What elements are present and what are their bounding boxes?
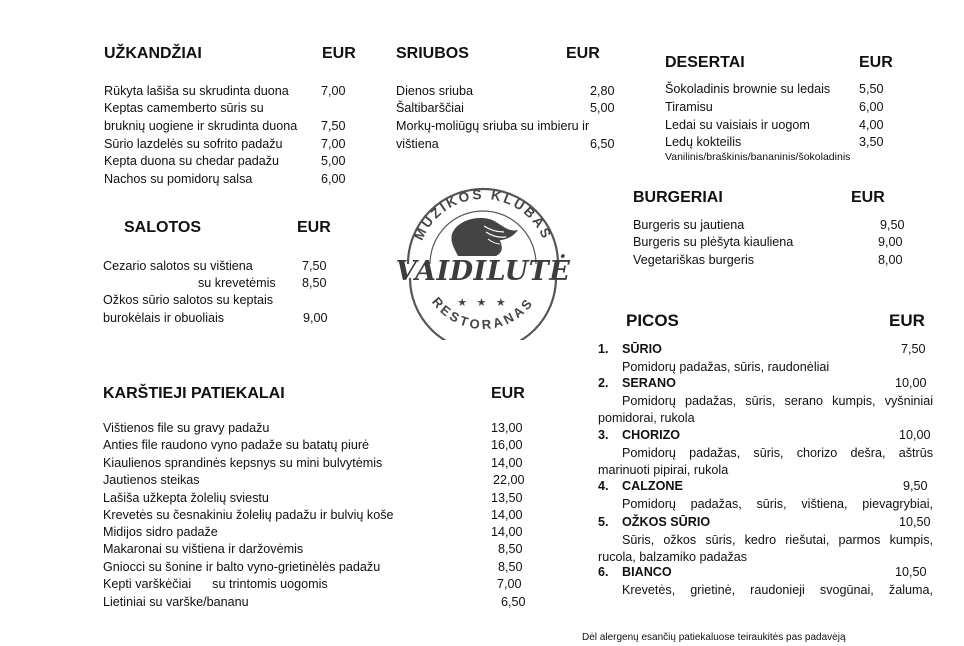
pizza-description: marinuoti pipirai, rukola (598, 463, 729, 477)
menu-item-name: Dienos sriuba (396, 84, 474, 98)
picos-currency: EUR (889, 311, 925, 330)
menu-item-name: Ledai su vaisiais ir uogom (665, 118, 810, 132)
pizza-name: CALZONE (622, 479, 683, 493)
menu-item-price: 5,00 (321, 154, 346, 168)
pizza-description: Pomidorų padažas, sūris, vištiena, pievagrybiai, (622, 496, 933, 511)
logo-top-text: MUZIKOS KLUBAS (411, 186, 555, 243)
pizza-name: OŽKOS SŪRIO (622, 515, 711, 529)
menu-item-price: 7,50 (302, 259, 327, 273)
menu-item-name: Krevetės su česnakiniu žolelių padažu ir bulvių koše (103, 508, 394, 522)
pizza-number: 5. (598, 515, 609, 529)
pizza-number: 4. (598, 479, 609, 493)
menu-item-name: Lašiša užkepta žolelių sviestu (103, 491, 269, 505)
menu-item-name: Burgeris su plėšyta kiauliena (633, 235, 794, 249)
burgeriai-title: BURGERIAI (633, 189, 723, 206)
menu-item-name: Šaltibarščiai (396, 101, 464, 115)
uzkandziai-currency: EUR (322, 45, 356, 62)
menu-item-price: 14,00 (491, 525, 523, 539)
menu-item-name: Ledų kokteilis (665, 135, 742, 149)
menu-item-name: Lietiniai su varške/bananu (103, 595, 249, 609)
menu-item-name: Sūrio lazdelės su sofrito padažu (104, 137, 283, 151)
menu-item-name: su krevetėmis (198, 276, 276, 290)
menu-item-price: 14,00 (491, 508, 523, 522)
salotos-title: SALOTOS (124, 219, 202, 236)
sriubos-currency: EUR (566, 45, 600, 62)
menu-item-price: 7,50 (321, 119, 346, 133)
menu-item-price: 8,50 (302, 276, 327, 290)
pizza-number: 2. (598, 376, 609, 390)
menu-item-price: 22,00 (493, 473, 525, 487)
menu-item-name: Keptas camemberto sūris su (104, 101, 264, 115)
pizza-price: 9,50 (903, 479, 928, 493)
desertai-title: DESERTAI (665, 54, 745, 71)
menu-item-name: Rūkyta lašiša su skrudinta duona (104, 84, 289, 98)
pizza-price: 7,50 (901, 342, 926, 356)
menu-item-price: 7,00 (321, 137, 346, 151)
menu-item-name: vištiena (396, 137, 439, 151)
pizza-number: 6. (598, 565, 609, 579)
menu-item-name: burokėlais ir obuoliais (103, 311, 225, 325)
menu-item-price: 13,00 (491, 421, 523, 435)
menu-item-price: 14,00 (491, 456, 523, 470)
logo-head-icon (451, 218, 518, 256)
menu-item-price: 8,50 (498, 560, 523, 574)
pizza-name: SŪRIO (622, 342, 662, 356)
pizza-price: 10,50 (899, 515, 931, 529)
menu-item-name: Cezario salotos su vištiena (103, 259, 253, 273)
pizza-description: rucola, balzamiko padažas (598, 550, 748, 564)
pizza-price: 10,00 (899, 428, 931, 442)
menu-item-name: Burgeris su jautiena (633, 218, 745, 232)
burgeriai-currency: EUR (851, 189, 885, 206)
menu-item-name: Gniocci su šonine ir balto vyno-grietinėlės padažu (103, 560, 381, 574)
pizza-name: BIANCO (622, 565, 672, 579)
menu-item-price: 16,00 (491, 438, 523, 452)
menu-item-name: Jautienos steikas (103, 473, 200, 487)
menu-item-name: Midijos sidro padaže (103, 525, 218, 539)
menu-item-price: 9,00 (878, 235, 903, 249)
menu-item-price: 5,50 (859, 82, 884, 96)
sriubos-title: SRIUBOS (396, 45, 469, 62)
karstieji-currency: EUR (491, 385, 525, 402)
pizza-description: pomidorai, rukola (598, 411, 695, 425)
menu-item-price: 13,50 (491, 491, 523, 505)
uzkandziai-title: UŽKANDŽIAI (104, 45, 202, 62)
pizza-description: Sūris, ožkos sūris, kedro riešutai, parmos kumpis, (622, 532, 933, 547)
desertai-currency: EUR (859, 54, 893, 71)
menu-item-price: 7,00 (497, 577, 522, 591)
logo-bottom-text: RESTORANAS (429, 294, 537, 333)
menu-item-name: Vištienos file su gravy padažu (103, 421, 270, 435)
pizza-description: Pomidorų padažas, sūris, serano kumpis, vyšniniai (622, 393, 933, 408)
karstieji-title: KARŠTIEJI PATIEKALAI (103, 385, 285, 402)
menu-item-price: 9,50 (880, 218, 905, 232)
menu-item-price: 6,00 (859, 100, 884, 114)
desertai-note: Vanilinis/braškinis/bananinis/šokoladinis (665, 151, 851, 163)
logo-stars-icon: ★ ★ ★ (457, 296, 509, 309)
pizza-name: CHORIZO (622, 428, 681, 442)
menu-item-price: 6,00 (321, 172, 346, 186)
menu-item-price: 8,00 (878, 253, 903, 267)
menu-item-name: Morkų-moliūgų sriuba su imbieru ir (396, 119, 590, 133)
menu-item-name: Makaronai su vištiena ir daržovėmis (103, 542, 304, 556)
logo-name: VAIDILUTĖ (395, 256, 571, 287)
pizza-name: SERANO (622, 376, 676, 390)
pizza-description: Pomidorų padažas, sūris, chorizo dešra, aštrūs (622, 445, 933, 460)
pizza-number: 3. (598, 428, 609, 442)
menu-item-price: 6,50 (501, 595, 526, 609)
menu-item-price: 3,50 (859, 135, 884, 149)
menu-item-name: Kiaulienos sprandinės kepsnys su mini bulvytėmis (103, 456, 383, 470)
menu-item-price: 2,80 (590, 84, 615, 98)
picos-title: PICOS (626, 311, 679, 330)
vaidilute-logo (392, 182, 574, 340)
pizza-price: 10,00 (895, 376, 927, 390)
menu-item-name: Vegetariškas burgeris (633, 253, 755, 267)
salotos-currency: EUR (297, 219, 331, 236)
menu-item-name: Tiramisu (665, 100, 713, 114)
pizza-description: Pomidorų padažas, sūris, raudonėliai (622, 359, 830, 374)
menu-item-name: Anties file raudono vyno padaže su batatų piurė (103, 438, 370, 452)
menu-item-price: 7,00 (321, 84, 346, 98)
allergen-note: Dėl alergenų esančių patiekaluose teiraukitės pas padavėją (582, 632, 846, 643)
menu-item-price: 8,50 (498, 542, 523, 556)
pizza-description: Krevetės, grietinė, raudonieji svogūnai, žaluma, (622, 582, 933, 597)
menu-item-name: Ožkos sūrio salotos su keptais (103, 293, 274, 307)
menu-item-price: 6,50 (590, 137, 615, 151)
pizza-number: 1. (598, 342, 609, 356)
menu-item-price: 4,00 (859, 118, 884, 132)
menu-item-name: Kepta duona su chedar padažu (104, 154, 280, 168)
menu-item-name: Nachos su pomidorų salsa (104, 172, 253, 186)
menu-item-price: 5,00 (590, 101, 615, 115)
menu-item-name: Kepti varškėčiai su trintomis uogomis (103, 577, 328, 591)
menu-item-name: bruknių uogiene ir skrudinta duona (104, 119, 298, 133)
menu-item-price: 9,00 (303, 311, 328, 325)
menu-item-name: Šokoladinis brownie su ledais (665, 82, 831, 96)
pizza-price: 10,50 (895, 565, 927, 579)
